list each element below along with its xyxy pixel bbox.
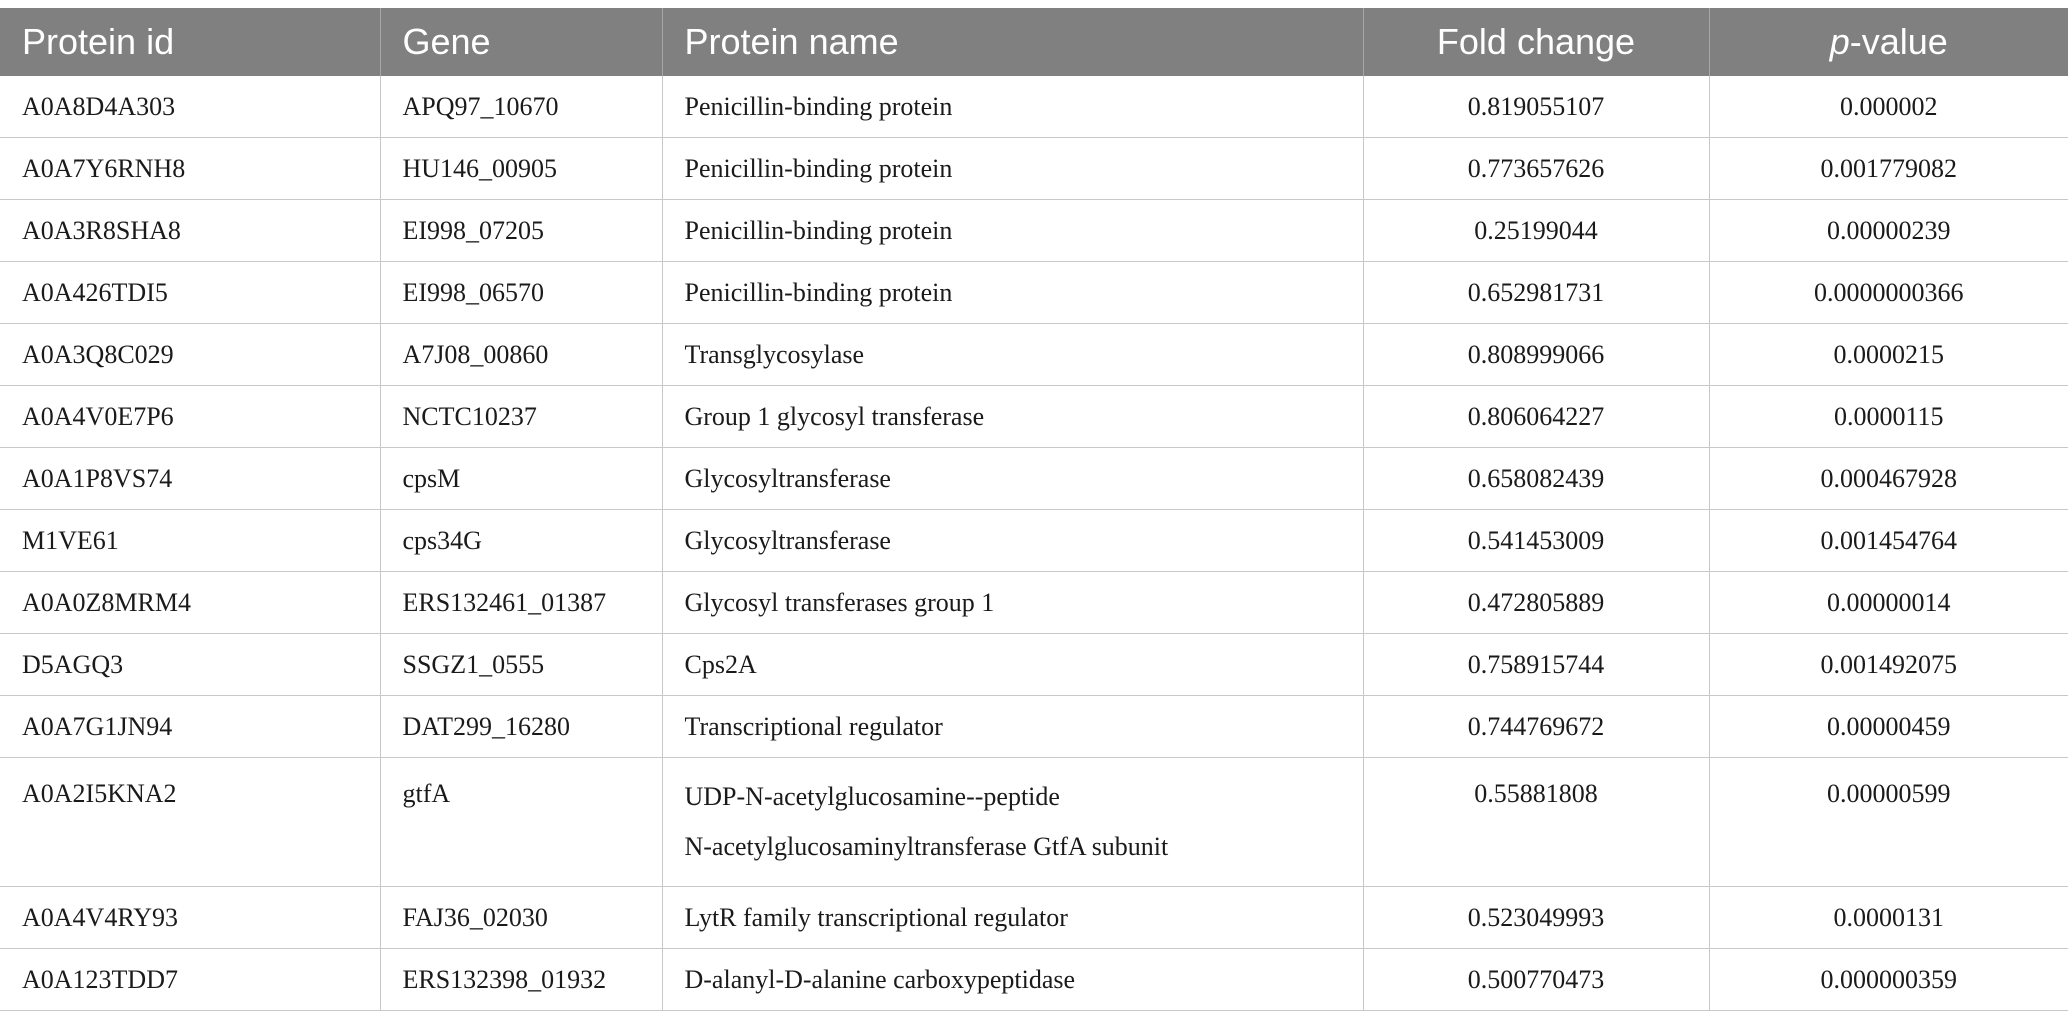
header-protein-name: Protein name <box>662 8 1363 76</box>
cell-fold-change: 0.808999066 <box>1363 324 1709 386</box>
cell-p-value: 0.00000599 <box>1709 758 2068 887</box>
header-p-value-rest: -value <box>1849 21 1948 62</box>
table-row <box>0 200 2068 262</box>
cell-protein-id: A0A3Q8C029 <box>0 324 380 386</box>
cell-protein-name-line-2: N-acetylglucosaminyltransferase GtfA subunit <box>684 832 1169 861</box>
cell-p-value: 0.00000239 <box>1709 200 2068 262</box>
cell-fold-change: 0.25199044 <box>1363 200 1709 262</box>
header-fold-change: Fold change <box>1363 8 1709 76</box>
table-row <box>0 949 2068 1011</box>
cell-protein-id: A0A426TDI5 <box>0 262 380 324</box>
cell-protein-name: D-alanyl-D-alanine carboxypeptidase <box>662 949 1363 1011</box>
cell-protein-name: Penicillin-binding protein <box>662 138 1363 200</box>
cell-fold-change: 0.523049993 <box>1363 887 1709 949</box>
cell-protein-name: Glycosyltransferase <box>662 510 1363 572</box>
table-row <box>0 696 2068 758</box>
cell-gene: APQ97_10670 <box>380 76 662 138</box>
cell-gene: NCTC10237 <box>380 386 662 448</box>
cell-fold-change: 0.541453009 <box>1363 510 1709 572</box>
protein-table-container <box>0 8 2068 1011</box>
cell-p-value: 0.0000131 <box>1709 887 2068 949</box>
cell-protein-id: M1VE61 <box>0 510 380 572</box>
table-row <box>0 138 2068 200</box>
cell-gene: A7J08_00860 <box>380 324 662 386</box>
cell-protein-id: A0A3R8SHA8 <box>0 200 380 262</box>
cell-gene: gtfA <box>380 758 662 887</box>
table-row <box>0 758 2068 887</box>
cell-fold-change: 0.55881808 <box>1363 758 1709 887</box>
cell-fold-change: 0.652981731 <box>1363 262 1709 324</box>
cell-fold-change: 0.744769672 <box>1363 696 1709 758</box>
table-row <box>0 76 2068 138</box>
cell-protein-id: A0A1P8VS74 <box>0 448 380 510</box>
cell-protein-name: Penicillin-binding protein <box>662 200 1363 262</box>
cell-gene: DAT299_16280 <box>380 696 662 758</box>
cell-protein-id: A0A4V4RY93 <box>0 887 380 949</box>
cell-fold-change: 0.819055107 <box>1363 76 1709 138</box>
cell-gene: HU146_00905 <box>380 138 662 200</box>
cell-protein-name: Group 1 glycosyl transferase <box>662 386 1363 448</box>
table-header-row <box>0 8 2068 76</box>
cell-gene: ERS132398_01932 <box>380 949 662 1011</box>
cell-protein-id: D5AGQ3 <box>0 634 380 696</box>
cell-gene: cpsM <box>380 448 662 510</box>
table-row <box>0 572 2068 634</box>
cell-protein-id: A0A4V0E7P6 <box>0 386 380 448</box>
cell-protein-name: LytR family transcriptional regulator <box>662 887 1363 949</box>
cell-protein-name: Penicillin-binding protein <box>662 262 1363 324</box>
cell-fold-change: 0.758915744 <box>1363 634 1709 696</box>
cell-protein-name: Glycosyl transferases group 1 <box>662 572 1363 634</box>
cell-fold-change: 0.472805889 <box>1363 572 1709 634</box>
cell-fold-change: 0.658082439 <box>1363 448 1709 510</box>
table-row <box>0 324 2068 386</box>
cell-p-value: 0.00000459 <box>1709 696 2068 758</box>
cell-p-value: 0.001492075 <box>1709 634 2068 696</box>
cell-p-value: 0.000002 <box>1709 76 2068 138</box>
cell-protein-name-line-1: UDP-N-acetylglucosamine--peptide <box>684 782 1060 811</box>
cell-gene: EI998_07205 <box>380 200 662 262</box>
cell-gene: SSGZ1_0555 <box>380 634 662 696</box>
protein-table <box>0 8 2068 1011</box>
cell-p-value: 0.0000115 <box>1709 386 2068 448</box>
header-p-value-italic: p <box>1829 21 1850 62</box>
cell-gene: cps34G <box>380 510 662 572</box>
table-row <box>0 634 2068 696</box>
table-row <box>0 448 2068 510</box>
cell-protein-id: A0A123TDD7 <box>0 949 380 1011</box>
cell-protein-name: Cps2A <box>662 634 1363 696</box>
cell-protein-id: A0A7Y6RNH8 <box>0 138 380 200</box>
cell-p-value: 0.0000215 <box>1709 324 2068 386</box>
cell-protein-id: A0A8D4A303 <box>0 76 380 138</box>
header-gene: Gene <box>380 8 662 76</box>
cell-protein-id: A0A0Z8MRM4 <box>0 572 380 634</box>
table-row <box>0 262 2068 324</box>
cell-protein-name: Glycosyltransferase <box>662 448 1363 510</box>
cell-protein-name <box>662 758 1363 887</box>
cell-p-value: 0.00000014 <box>1709 572 2068 634</box>
cell-gene: ERS132461_01387 <box>380 572 662 634</box>
cell-protein-id: A0A2I5KNA2 <box>0 758 380 887</box>
header-p-value <box>1709 8 2068 76</box>
cell-protein-name: Transglycosylase <box>662 324 1363 386</box>
cell-fold-change: 0.773657626 <box>1363 138 1709 200</box>
cell-fold-change: 0.500770473 <box>1363 949 1709 1011</box>
table-row <box>0 887 2068 949</box>
header-protein-id: Protein id <box>0 8 380 76</box>
cell-fold-change: 0.806064227 <box>1363 386 1709 448</box>
cell-gene: FAJ36_02030 <box>380 887 662 949</box>
cell-protein-id: A0A7G1JN94 <box>0 696 380 758</box>
cell-protein-name: Penicillin-binding protein <box>662 76 1363 138</box>
cell-p-value: 0.001454764 <box>1709 510 2068 572</box>
cell-p-value: 0.0000000366 <box>1709 262 2068 324</box>
cell-p-value: 0.000000359 <box>1709 949 2068 1011</box>
table-row <box>0 510 2068 572</box>
cell-protein-name: Transcriptional regulator <box>662 696 1363 758</box>
cell-p-value: 0.001779082 <box>1709 138 2068 200</box>
cell-p-value: 0.000467928 <box>1709 448 2068 510</box>
table-row <box>0 386 2068 448</box>
cell-gene: EI998_06570 <box>380 262 662 324</box>
